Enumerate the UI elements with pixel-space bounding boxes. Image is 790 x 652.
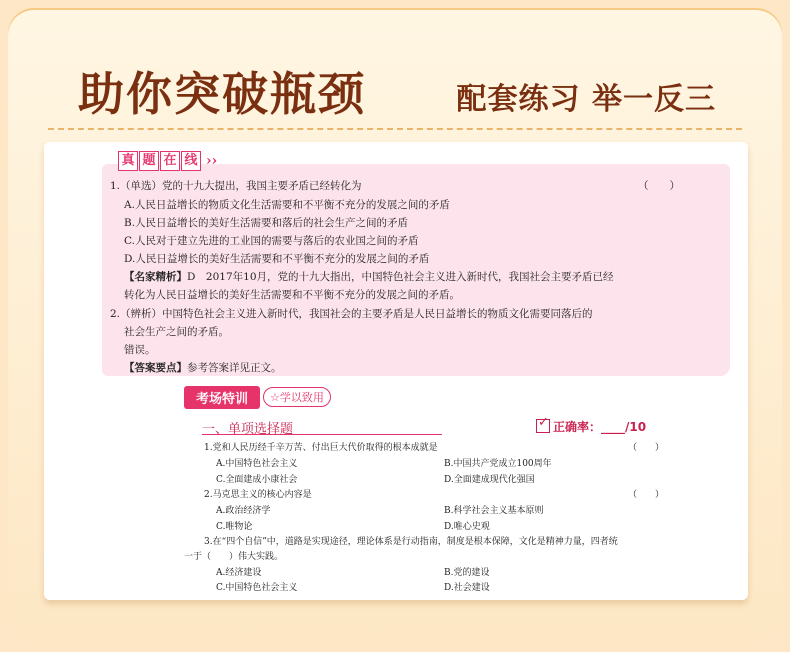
analysis bbox=[124, 269, 614, 284]
practice-option: D.社会建设 bbox=[444, 583, 490, 593]
practice-option: C.全面建成小康社会 bbox=[216, 475, 298, 485]
answer-key bbox=[124, 360, 282, 375]
practice-option: A.经济建设 bbox=[216, 568, 262, 578]
q1-option: B.人民日益增长的美好生活需要和落后的社会生产之间的矛盾 bbox=[124, 217, 409, 229]
practice-q3: 3.在“四个自信”中，道路是实现途径，理论体系是行动指南，制度是根本保障，文化是精神力量，四者统 bbox=[204, 537, 618, 547]
q2-stem: 2.（辨析）中国特色社会主义进入新时代，我国社会的主要矛盾是人民日益增长的物质文化需要同落后的 bbox=[110, 308, 593, 320]
real-question-heading bbox=[118, 151, 217, 171]
practice-option: A.中国特色社会主义 bbox=[216, 459, 298, 469]
practice-q3-continued: 一于（ ）伟大实践。 bbox=[184, 552, 284, 562]
analysis-continued: 转化为人民日益增长的美好生活需要和不平衡不充分的发展之间的矛盾。 bbox=[124, 289, 460, 301]
exercise-page bbox=[44, 142, 748, 600]
practice-option: B.中国共产党成立100周年 bbox=[444, 459, 552, 469]
heading-char: 线 bbox=[181, 151, 201, 171]
accuracy-score bbox=[536, 418, 646, 435]
practice-q2: 2.马克思主义的核心内容是 bbox=[204, 490, 312, 500]
answer-key-text: 参考答案详见正文。 bbox=[187, 362, 282, 374]
section-title: 一、单项选择题 bbox=[202, 422, 294, 437]
practice-option: C.中国特色社会主义 bbox=[216, 583, 298, 593]
q1-option: C.人民对于建立先进的工业国的需要与落后的农业国之间的矛盾 bbox=[124, 235, 419, 247]
practice-q1: 1.党和人民历经千辛万苦、付出巨大代价取得的根本成就是 bbox=[204, 443, 438, 453]
heading-char: 真 bbox=[118, 151, 138, 171]
banner-subtitle: 配套练习 举一反三 bbox=[456, 82, 716, 117]
checkbox-icon bbox=[536, 419, 550, 433]
answer-key-label: 【答案要点】 bbox=[124, 362, 187, 374]
practice-option: D.唯心史观 bbox=[444, 522, 490, 532]
double-chevron-icon: ›› bbox=[206, 153, 218, 169]
practice-option: B.科学社会主义基本原则 bbox=[444, 506, 544, 516]
practice-title: 考场特训 bbox=[184, 386, 260, 409]
q2-stem-continued: 社会生产之间的矛盾。 bbox=[124, 326, 229, 338]
analysis-text: D 2017年10月，党的十九大指出，中国特色社会主义进入新时代，我国社会主要矛盾已经 bbox=[187, 271, 614, 283]
practice-option: D.全面建成现代化强国 bbox=[444, 475, 535, 485]
q2-answer: 错误。 bbox=[124, 344, 156, 356]
practice-q2-paren: （ ） bbox=[628, 490, 665, 500]
q1-option: D.人民日益增长的美好生活需要和不平衡不充分的发展之间的矛盾 bbox=[124, 253, 430, 265]
practice-option: B.党的建设 bbox=[444, 568, 490, 578]
practice-option: C.唯物论 bbox=[216, 522, 253, 532]
practice-q1-paren: （ ） bbox=[628, 443, 665, 453]
accuracy-label: 正确率：____/10 bbox=[553, 420, 647, 434]
banner-divider bbox=[48, 128, 742, 130]
heading-char: 在 bbox=[160, 151, 180, 171]
q1-option: A.人民日益增长的物质文化生活需要和不平衡不充分的发展之间的矛盾 bbox=[124, 199, 450, 211]
practice-subtitle: ☆学以致用 bbox=[263, 387, 331, 407]
q1-stem: 1.（单选）党的十九大提出，我国主要矛盾已经转化为 bbox=[110, 180, 362, 192]
practice-option: A.政治经济学 bbox=[216, 506, 271, 516]
heading-char: 题 bbox=[139, 151, 159, 171]
practice-heading bbox=[184, 386, 331, 408]
q1-answer-paren: （ ） bbox=[638, 180, 680, 192]
section-underline bbox=[202, 434, 442, 435]
banner-title: 助你突破瓶颈 bbox=[78, 67, 366, 121]
analysis-label: 【名家精析】 bbox=[124, 271, 187, 283]
